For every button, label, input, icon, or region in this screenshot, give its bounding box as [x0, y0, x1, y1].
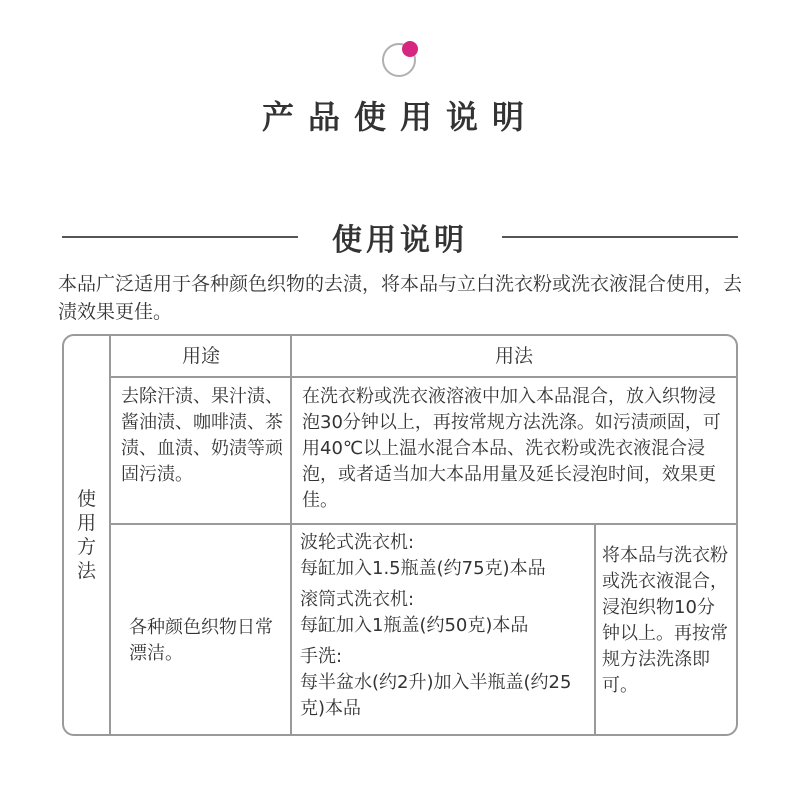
method-label: 滚筒式洗衣机: [300, 589, 415, 610]
section-title-row [62, 210, 738, 264]
circle-logo-icon [381, 40, 419, 78]
right-divider [502, 236, 738, 238]
usage-table [62, 334, 738, 736]
row2-use-cell: 各种颜色织物日常漂洁。 [129, 617, 273, 664]
method-value: 每缸加入1瓶盖(约50克)本品 [300, 615, 529, 636]
side-label-cell [64, 336, 109, 734]
row2-note-cell: 将本品与洗衣粉或洗衣液混合，浸泡织物10分钟以上。再按常规方法洗涤即可。 [602, 545, 728, 696]
method-value: 每缸加入1.5瓶盖(约75克)本品 [300, 558, 546, 579]
header-use: 用途 [181, 345, 220, 367]
row1-method-cell: 在洗衣粉或洗衣液溶液中加入本品混合，放入织物浸泡30分钟以上，再按常规方法洗涤。如污渍顽固，可用40℃以上温水混合本品、洗衣粉或洗衣液混合浸泡，或者适当加大本品用量及延长浸泡时间，效果更佳。 [302, 386, 721, 511]
method-value: 每半盆水(约2升)加入半瓶盖(约25克)本品 [300, 672, 572, 719]
header-method: 用法 [494, 345, 533, 367]
method-group [300, 587, 589, 639]
row2-method-cell [292, 525, 595, 734]
method-label: 波轮式洗衣机: [300, 532, 415, 553]
row1-use-cell: 去除汗渍、果汁渍、酱油渍、咖啡渍、茶渍、血渍、奶渍等顽固污渍。 [121, 386, 283, 485]
intro-paragraph: 本品广泛适用于各种颜色织物的去渍，将本品与立白洗衣粉或洗衣液混合使用，去渍效果更佳。 [58, 273, 743, 323]
method-group [300, 530, 589, 582]
method-label: 手洗: [300, 646, 343, 667]
method-group [300, 644, 589, 722]
section-title: 使用说明 [332, 223, 468, 258]
page-title: 产品使用说明 [261, 98, 538, 136]
left-divider [62, 236, 298, 238]
side-label: 使用方法 [76, 488, 96, 582]
